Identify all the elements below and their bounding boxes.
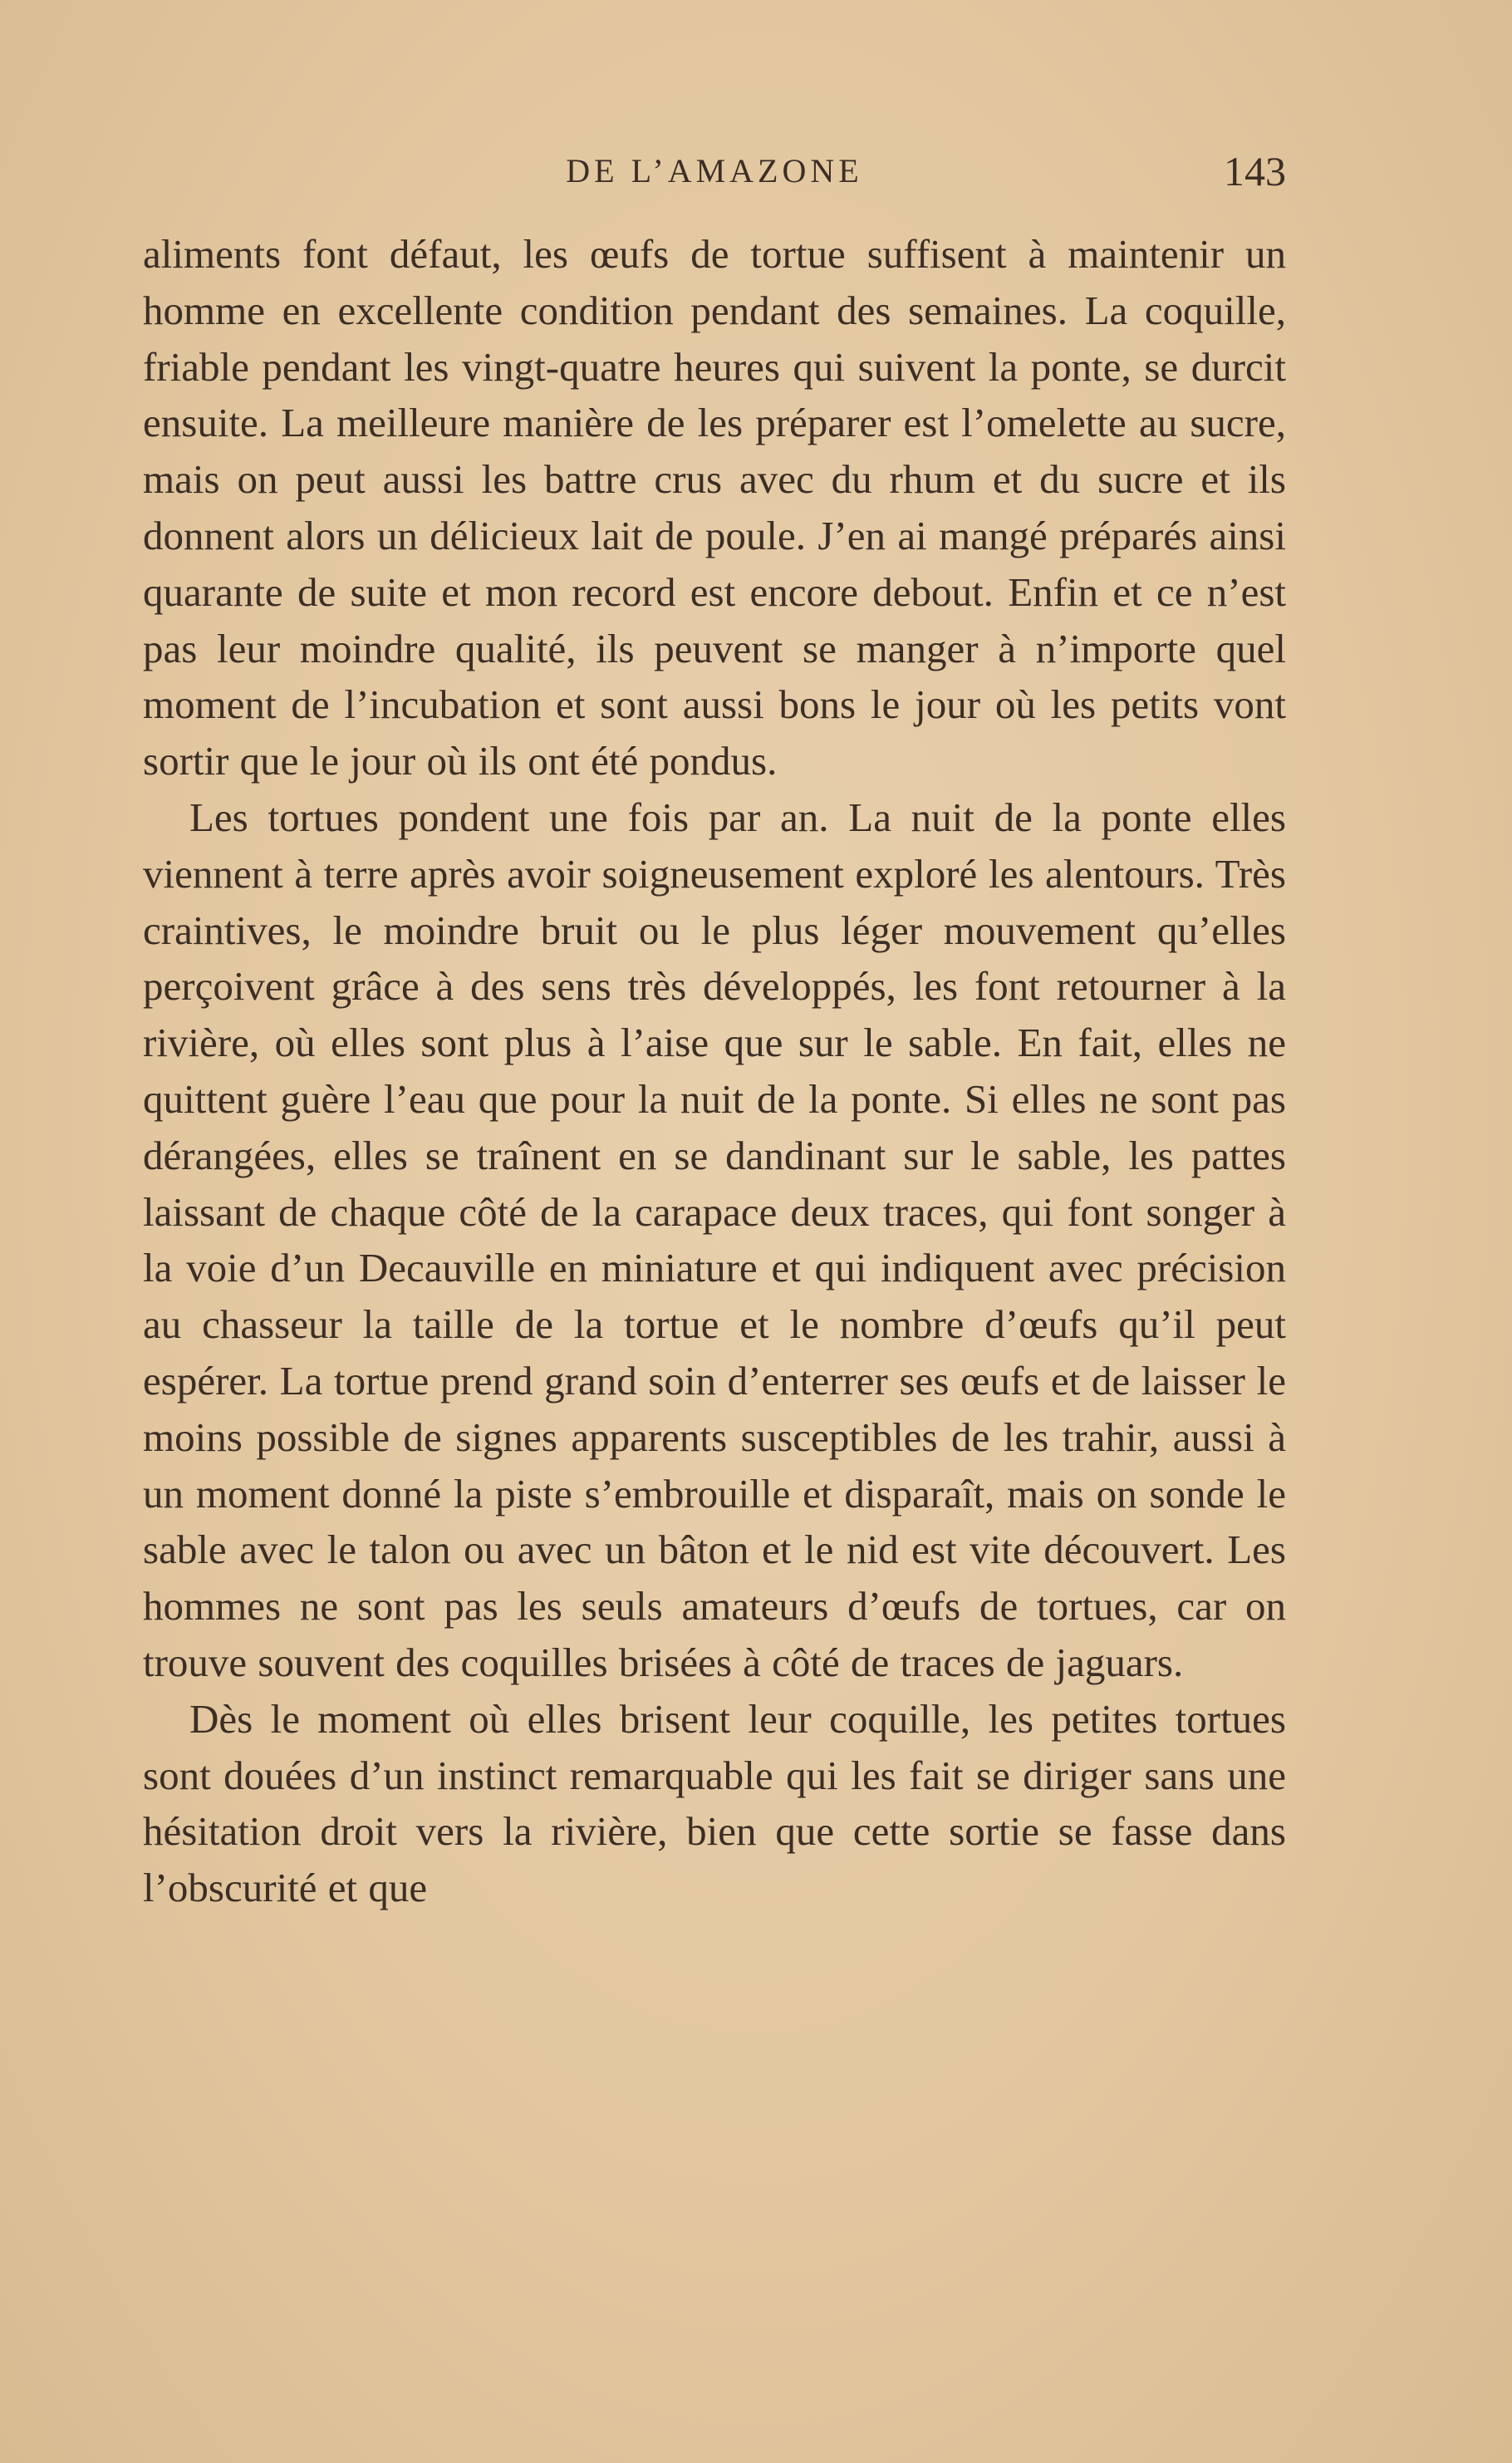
body-text (143, 226, 1286, 1916)
running-title: DE L’AMAZONE (566, 152, 863, 189)
running-head (143, 146, 1286, 196)
paragraph-turtle-laying: Les tortues pondent une fois par an. La nuit de la ponte elles viennent à terre après avoir soigneusement exploré les alentours. Très craintives, le moindre bruit ou le plus léger mouvement qu’elles perçoivent grâce à des sens très développés, les font retourner à la rivière, où elles sont plus à l’aise que sur le sable. En fait, elles ne quittent guère l’eau que pour la nuit de la ponte. Si elles ne sont pas dérangées, elles se traînent en se dandinant sur le sable, les pattes laissant de chaque côté de la carapace deux traces, qui font songer à la voie d’un Decauville en miniature et qui indiquent avec précision au chasseur la taille de la tortue et le nombre d’œufs qu’il peut espérer. La tortue prend grand soin d’enterrer ses œufs et de laisser le moins possible de signes apparents susceptibles de les trahir, aussi à un moment donné la piste s’embrouille et disparaît, mais on sonde le sable avec le talon ou avec un bâton et le nid est vite découvert. Les hommes ne sont pas les seuls amateurs d’œufs de tortues, car on trouve souvent des coquilles brisées à côté de traces de jaguars. (143, 794, 1286, 1685)
page-number: 143 (1224, 148, 1286, 194)
paragraph-hatchlings: Dès le moment où elles brisent leur coquille, les petites tortues sont douées d’un instinct remarquable qui les fait se diriger sans une hésitation droit vers la rivière, bien que cette sortie se fasse dans l’obscurité et que (143, 1695, 1286, 1911)
paragraph-continuation: aliments font défaut, les œufs de tortue suffisent à maintenir un homme en excellente condition pendant des semaines. La coquille, friable pendant les vingt-quatre heures qui suivent la ponte, se durcit ensuite. La meilleure manière de les préparer est l’omelette au sucre, mais on peut aussi les battre crus avec du rhum et du sucre et ils donnent alors un délicieux lait de poule. J’en ai mangé préparés ainsi quarante de suite et mon record est encore debout. Enfin et ce n’est pas leur moindre qualité, ils peuvent se manger à n’importe quel moment de l’incubation et sont aussi bons le jour où les petits vont sortir que le jour où ils ont été pondus. (143, 231, 1286, 784)
